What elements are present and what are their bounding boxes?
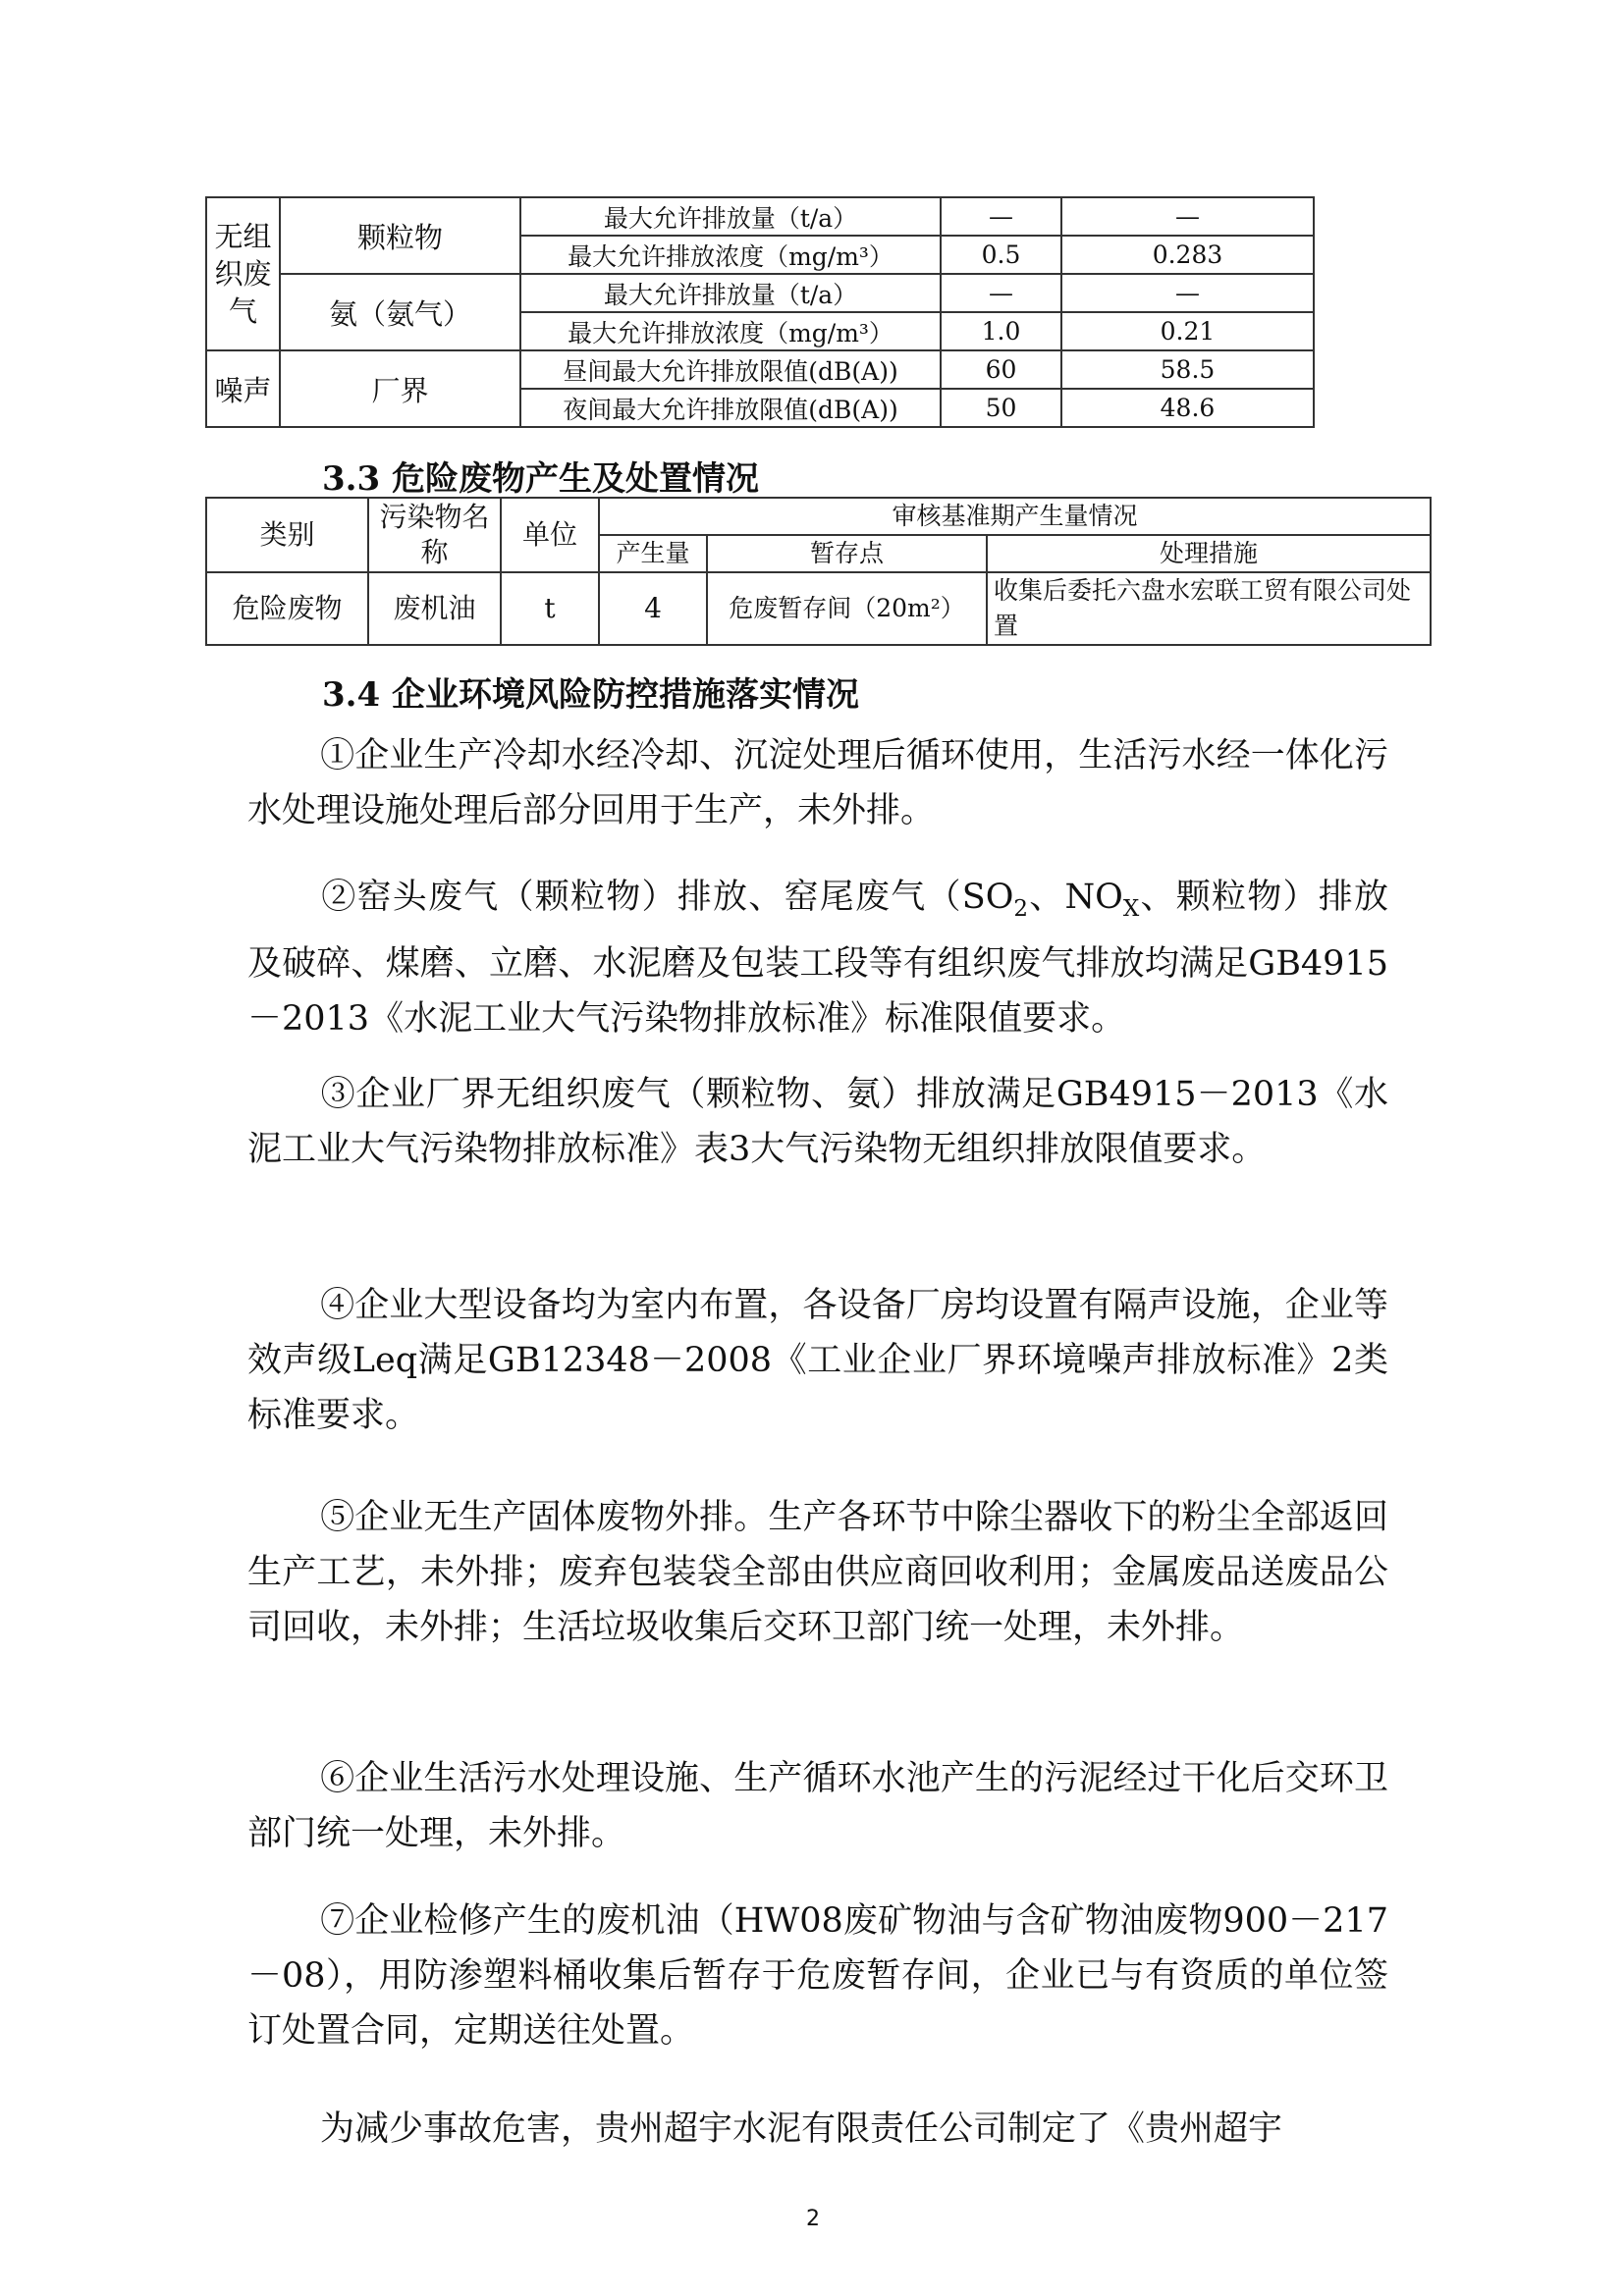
- so2-subscript: 2: [1013, 896, 1029, 922]
- emission-limits-table: [205, 196, 1432, 428]
- table-cell: [1314, 312, 1431, 350]
- particulate-conc-label: 最大允许排放浓度（mg/m³）: [520, 236, 941, 274]
- particulate-conc-actual: 0.283: [1061, 236, 1314, 274]
- table-cell: [1314, 389, 1431, 427]
- table-row: [206, 197, 1431, 236]
- table-row: [206, 350, 1431, 389]
- paragraph-7-text: ⑦企业检修产生的废机油（HW08废矿物油与含矿物油废物900－217－08），用防渗塑料桶收集后暂存于危废暂存间，企业已与有资质的单位签订处置合同，定期送往处置。: [247, 1901, 1388, 2051]
- section-3-4-heading: 3.4 企业环境风险防控措施落实情况: [322, 675, 859, 715]
- particulate-emission-actual: —: [1061, 197, 1314, 236]
- header-pollutant: 污染物名称: [368, 498, 501, 572]
- paragraph-2-text-a: ②窑头废气（颗粒物）排放、窑尾废气（SO: [320, 878, 1014, 917]
- table-cell: [1314, 350, 1431, 389]
- paragraph-2: [247, 870, 1388, 1046]
- paragraph-5: [247, 1490, 1388, 1655]
- particulate-emission-label: 最大允许排放量（t/a）: [520, 197, 941, 236]
- night-noise-actual: 48.6: [1061, 389, 1314, 427]
- particulate-conc-limit: 0.5: [941, 236, 1061, 274]
- paragraph-4: [247, 1278, 1388, 1443]
- row-amount: 4: [599, 572, 707, 645]
- table-cell: [1314, 197, 1431, 236]
- paragraph-5-text: ⑤企业无生产固体废物外排。生产各环节中除尘器收下的粉尘全部返回生产工艺，未外排；废弃包装袋全部由供应商回收利用；金属废品送废品公司回收，未外排；生活垃圾收集后交环卫部门统一处理，未外排。: [247, 1498, 1388, 1647]
- paragraph-3-text: ③企业厂界无组织废气（颗粒物、氨）排放满足GB4915－2013《水泥工业大气污染物排放标准》表3大气污染物无组织排放限值要求。: [247, 1075, 1388, 1169]
- paragraph-1-text: ①企业生产冷却水经冷却、沉淀处理后循环使用，生活污水经一体化污水处理设施处理后部分回用于生产，未外排。: [247, 736, 1388, 830]
- noise-label: 噪声: [206, 350, 280, 427]
- unorganized-gas-label: 无组织废气: [206, 197, 280, 350]
- paragraph-4-text: ④企业大型设备均为室内布置，各设备厂房均设置有隔声设施，企业等效声级Leq满足GB12348－2008《工业企业厂界环境噪声排放标准》2类标准要求。: [247, 1286, 1388, 1435]
- row-category: 危险废物: [206, 572, 368, 645]
- header-baseline: 审核基准期产生量情况: [599, 498, 1431, 535]
- header-treatment: 处理措施: [987, 535, 1431, 572]
- day-noise-label: 昼间最大允许排放限值(dB(A)): [520, 350, 941, 389]
- row-treatment: 收集后委托六盘水宏联工贸有限公司处置: [987, 572, 1431, 645]
- row-storage: 危废暂存间（20m²）: [707, 572, 987, 645]
- night-noise-limit: 50: [941, 389, 1061, 427]
- header-amount: 产生量: [599, 535, 707, 572]
- paragraph-8: [247, 2102, 1388, 2157]
- ammonia-conc-actual: 0.21: [1061, 312, 1314, 350]
- night-noise-label: 夜间最大允许排放限值(dB(A)): [520, 389, 941, 427]
- hazardous-waste-table: [205, 497, 1432, 646]
- day-noise-limit: 60: [941, 350, 1061, 389]
- day-noise-actual: 58.5: [1061, 350, 1314, 389]
- paragraph-8-text: 为减少事故危害，贵州超宇水泥有限责任公司制定了《贵州超宇: [320, 2109, 1283, 2149]
- table-row: [206, 498, 1431, 535]
- nox-subscript: X: [1122, 896, 1140, 922]
- table-cell: [1314, 236, 1431, 274]
- ammonia-emission-limit: —: [941, 274, 1061, 312]
- header-storage: 暂存点: [707, 535, 987, 572]
- boundary-label: 厂界: [280, 350, 520, 427]
- header-category: 类别: [206, 498, 368, 572]
- paragraph-1: [247, 728, 1388, 838]
- paragraph-6-text: ⑥企业生活污水处理设施、生产循环水池产生的污泥经过干化后交环卫部门统一处理，未外排。: [247, 1759, 1388, 1853]
- paragraph-2-text-c: 、颗粒物）排放及破碎、煤磨、立磨、水泥磨及包装工段等有组织废气排放均满足GB4915－2013《水泥工业大气污染物排放标准》标准限值要求。: [247, 878, 1388, 1039]
- row-unit: t: [501, 572, 599, 645]
- table-row: [206, 274, 1431, 312]
- paragraph-3: [247, 1067, 1388, 1177]
- page-number: 2: [806, 2207, 820, 2231]
- particulate-emission-limit: —: [941, 197, 1061, 236]
- row-pollutant: 废机油: [368, 572, 501, 645]
- ammonia-emission-actual: —: [1061, 274, 1314, 312]
- header-unit: 单位: [501, 498, 599, 572]
- paragraph-6: [247, 1751, 1388, 1861]
- particulate-name: 颗粒物: [280, 197, 520, 274]
- paragraph-7: [247, 1894, 1388, 2058]
- table-row: [206, 572, 1431, 645]
- paragraph-2-text-b: 、NO: [1028, 878, 1123, 917]
- ammonia-conc-label: 最大允许排放浓度（mg/m³）: [520, 312, 941, 350]
- ammonia-conc-limit: 1.0: [941, 312, 1061, 350]
- section-3-3-heading: 3.3 危险废物产生及处置情况: [322, 459, 759, 499]
- ammonia-emission-label: 最大允许排放量（t/a）: [520, 274, 941, 312]
- table-cell: [1314, 274, 1431, 312]
- ammonia-name: 氨（氨气）: [280, 274, 520, 350]
